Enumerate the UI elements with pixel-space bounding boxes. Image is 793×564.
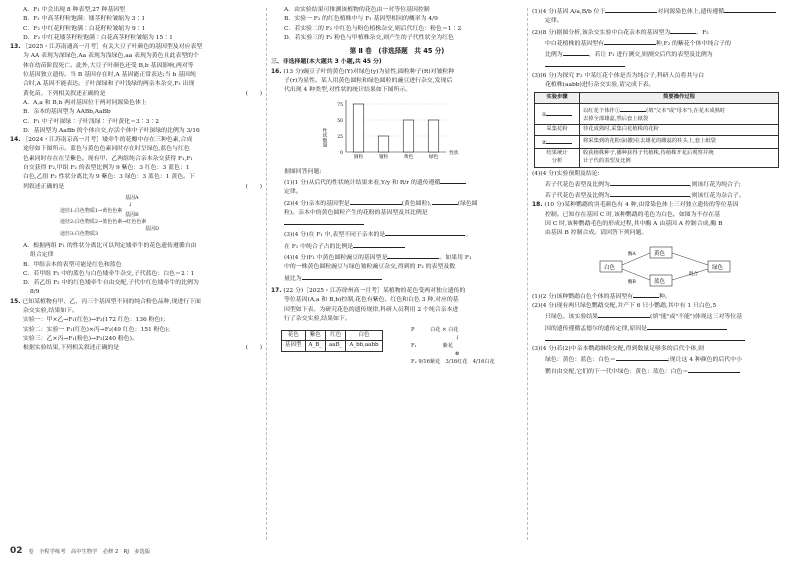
answer-blank[interactable] [620, 105, 646, 112]
question-17: 17. (22 分)［2025・江苏徐州高一月考］某植物的花色受两对独立遗传的 [271, 287, 466, 294]
option-a: A．由实验结果可推测该植物的花色由一对等位基因控制 [284, 7, 430, 13]
q17-part1: (1)(4 分)基因 A/a,B/b 位于 对同源染色体上,遗传遵循 [532, 6, 784, 17]
question-text: 列叙述正确的是 ( ) [23, 183, 262, 190]
bar-chart-svg [316, 98, 466, 166]
y-tick-label: 0 [340, 150, 343, 156]
q16-part3-cont: 在 F₁ 中纯合子占的比例是 [271, 241, 523, 252]
question-text: 等位基因(A,a 和 B,b)控制,花色有紫色、红色和白色 3 种,对应的基 [284, 297, 459, 304]
question-text: 合时,A 基因不能表达。子叶深绿和子叶浅绿的两亲本杂交,F₁ 出现 [23, 81, 195, 88]
answer-blank[interactable] [610, 190, 690, 197]
table-cell: 以红花个体作① (填"父本"或"母本"),在花未成熟时 去掉全部雄蕊,然后套上纸袋 [580, 103, 779, 124]
answer-line [532, 60, 784, 71]
option-d: D．基因型为 AaBb 的个体自交,存活个体中子叶深绿的比例为 3/16 [23, 127, 200, 134]
x-tick-label: 黄色 [403, 154, 414, 160]
trait-bar-chart [271, 98, 523, 166]
option-a-cont: 组合定律 [30, 252, 54, 259]
question-text: 因型如下表。为研究花色的遗传规律,科研人员利用 2 个纯合亲本进 [284, 306, 459, 313]
feather-color-pathway [532, 241, 784, 289]
q18-part3-cont: 鹦自由交配,它们的下一代中绿色：黄色：蓝色：白色＝ [532, 366, 784, 377]
column-left [10, 6, 262, 354]
q17-part2-cont: 中白花植株的基因型有 种,F₂ 的紫花个体中纯合子的 [532, 38, 784, 49]
question-text: 杂交实验,结果如下。 [23, 308, 78, 315]
page-number: 02 [10, 546, 23, 556]
q18-part2-cont: 因的遗传遵循孟德尔的遗传定律,原因是 [532, 323, 784, 334]
footer-text: 卷 全程学练考 高中生物学 必修 2 RJ 多选版 [28, 549, 151, 555]
question-text: (2)(4 分)现有两只绿色鹦鹉交配,并产下 6 只小鹦鹉,其中有 1 只白色,5 [532, 302, 717, 309]
arrow-line [672, 253, 708, 265]
answer-blank[interactable] [563, 49, 589, 56]
option-c: C．若实验二的 F₂ 中红色与粉色植株杂交,则后代红色：粉色＝1∶2 [284, 25, 462, 32]
answer-blank[interactable] [633, 291, 659, 298]
option-line: B．F₁ 中高茎籽粒饱满：矮茎籽粒皱缩为 3∶1 [23, 16, 146, 23]
answer-blank[interactable] [598, 311, 650, 318]
answer-blank[interactable] [545, 334, 745, 341]
question-text: 体在幼苗阶段死亡。此外,大豆子叶颜色还受 B,b 基因影响,两对等 [23, 62, 194, 69]
question-18: 18. (10 分)某种鹦鹉的羽毛颜色有 4 种,由常染色体上三对独立遗传的等位基因 [532, 202, 739, 209]
question-text: 定律。 [284, 189, 302, 196]
cross-diagram: P 白花 × 白花 ↓ F₁ 紫花 ⊗ F₂ 9/16紫花 3/16红花 4/16白花 [411, 327, 495, 366]
answer-line [532, 334, 784, 345]
question-text: (3)(6 分)为探究 F₂ 中某红花个体是否为纯合子,科研人员将其与白 [532, 72, 705, 79]
column-divider [266, 8, 267, 540]
answer-blank[interactable] [432, 198, 458, 205]
table-cell: aaB_ [326, 341, 346, 351]
y-tick-label: 75 [337, 102, 343, 108]
answer-blank[interactable] [604, 38, 656, 45]
table-cell: 将采集到的花粉涂(撒)在去雄花的雌蕊的柱头上,套上纸袋 [580, 135, 779, 149]
genotype-table [281, 330, 383, 352]
arrow-down-icon: ↓ [128, 201, 133, 208]
option-a: A．根据两组 F₁ 的性状分离比可以判定矮牵牛的花色遗传遵循自由 [23, 242, 197, 249]
q16-part1: (1)(1 分)从后代的性状统计结果来看,Y/y 和 R/r 的遗传遵循 [271, 177, 523, 188]
option-d-cont: 8/9 [30, 289, 40, 296]
question-text: (3)(4 分)若(2)中亲本鹦鹉继续交配,得到数量足够多的后代个体,则 [532, 346, 705, 353]
q17-part2: (2)(8 分)据图分析,该杂交实验中白花亲本的基因型为 。F₂ [532, 27, 784, 38]
pathway-svg [532, 241, 772, 289]
table-header: 实验步骤 [535, 93, 580, 104]
arrow-line [622, 253, 650, 265]
bar [353, 104, 364, 152]
pathway-1: 途径1:白色物质1→黄色色素 [60, 207, 123, 214]
pigment-pathway-figure [10, 194, 262, 240]
column-divider [527, 8, 528, 540]
experiment-3: 实验三：乙×丙→F₁(粉色)→F₂(240 粉色)。 [23, 335, 138, 342]
option-b: B．实验一 F₂ 的红色植株中与 F₁ 基因型相同的概率为 4/9 [284, 16, 438, 23]
question-14: 14. ［2024・江苏南京高一月考］矮牵牛的花瓣中存在三种色素,合成 [10, 137, 193, 144]
option-b: B．亲本的基因型为 AABb,AaBb [23, 109, 111, 116]
x-tick-label: 绿色 [428, 154, 439, 160]
question-text: 黄化苗。下列相关叙述正确的是 ( ) [23, 90, 262, 97]
answer-blank[interactable] [385, 229, 465, 236]
question-text: 因 C 时,该种鹦鹉毛色的形成过程,其中酶 A 由基因 A 控制合成,酶 B [545, 221, 723, 228]
question-text: 自交获得 F₂,甲组 F₂ 的表型比例为 9 紫色：3 红色：3 蓝色：1 [23, 165, 190, 172]
x-tick-label: 圆粒 [353, 154, 364, 160]
table-cell: 待花成熟时,采集白花植株的花粉 [580, 125, 779, 136]
table-cell: ① [535, 103, 580, 124]
answer-blank[interactable] [284, 218, 364, 225]
experiment-2: 实验二：实验一 F₁(红色)×丙→F₂(49 红色：151 粉色)； [23, 326, 174, 333]
question-16: 16. (13 分)豌豆子叶的黄色(Y)对绿色(y)为显性,圆粒种子(R)对皱粒种 [271, 68, 455, 75]
q16-part2-cont: 粒)。亲本中的黄色圆粒产生的花粉的基因型及其比例是 [284, 209, 428, 216]
option-d: D．若乙组 F₂ 中的红色矮牵牛自由交配,子代中红色矮牵牛的比例为 [23, 280, 199, 287]
table-cell: A_B_ [305, 341, 326, 351]
option-c: C．F₁ 中子叶深绿∶子叶浅绿∶子叶黄化＝3∶3∶2 [23, 118, 159, 125]
question-text: 行了杂交实验,结果如下。 [284, 315, 351, 322]
question-text: 定律。 [545, 18, 563, 25]
experiment-table [534, 92, 779, 167]
bar [378, 136, 389, 152]
option-line: C．F₂ 中红花籽粒饱满∶白花籽粒皱缩为 9∶1 [23, 25, 146, 32]
table-cell: 采集花粉 [535, 125, 580, 136]
experiment-1: 实验一：甲×乙→F₁(红色)→F₂(172 红色：136 粉色)； [23, 317, 169, 324]
answer-blank[interactable] [302, 273, 382, 280]
option-b: B．甲组亲本的表型可能是红色和蓝色 [23, 261, 122, 268]
table-header: 白色 [346, 331, 382, 341]
x-tick-label: 皱粒 [378, 154, 389, 160]
column-right [532, 6, 784, 377]
answer-blank[interactable] [724, 6, 776, 13]
green-label: 绿色 [712, 264, 724, 271]
y-tick-label: 25 [337, 134, 343, 140]
answer-blank[interactable] [546, 109, 572, 116]
question-text: 代出现 4 种类型,对性状的统计结果如下图所示。 [284, 87, 412, 94]
q16-part3: (3)(4 分)在 F₁ 中,表型不同于亲本的是 。 [271, 229, 523, 240]
question-text: 位基因独立遗传。当 B 基因存在时,A 基因能正常表达;当 b 基因纯 [23, 72, 196, 79]
question-text: 控制。已知存在基因 C 时,该种鹦鹉的毛色为白色。如图为不存在基 [545, 211, 721, 218]
arrow-line [622, 269, 650, 280]
question-text: (4)(4 分)实验预期及结论: [532, 170, 600, 177]
pathway-2: 途径2:白色物质2→蓝色色素→红色色素 [60, 218, 147, 225]
table-cell: 收获植株种子,播种获得子代植株,待植株开花后观察并统 计子代的表型及比例 [580, 149, 779, 167]
answer-blank[interactable] [688, 366, 740, 373]
question-text: 子(r)为显性。某人用黄色圆粒和绿色圆粒的豌豆进行杂交,发现后 [284, 78, 453, 85]
bar [403, 120, 414, 152]
question-15: 15. 已知某植物有甲、乙、丙三个基因型不同的纯合粉色品种,现进行下面 [10, 298, 201, 305]
option-d: D．若实验三的 F₂ 粉色与甲植株杂交,则产生的子代性状全为红色 [284, 34, 454, 41]
answer-blank[interactable] [350, 198, 402, 205]
question-text: 中的一株黄色圆粒豌豆与绿色皱粒豌豆杂交,得到的 F₂ 的表型及数 [284, 264, 456, 271]
option-line: D．F₂ 中红花矮茎籽粒饱满∶白花高茎籽粒皱缩为 15∶1 [23, 34, 173, 41]
x-axis-label: 性状 [449, 150, 459, 156]
bar [428, 120, 439, 152]
question-text: 途径如下图所示。蓝色与黄色色素同时存在时呈绿色,蓝色与红色 [23, 146, 190, 153]
subsection-title: 三、非选择题(本大题共 3 小题,共 45 分) [271, 59, 382, 66]
pathway-3: 途径3:白色物质3 [60, 230, 99, 237]
q17-part4b: 若子代花色表型及比例为 ,则该红花为杂合子。 [532, 190, 784, 201]
answer-blank[interactable] [440, 177, 466, 184]
q17-part2-cont: 比例为 。若让 F₁ 进行测交,则测交后代的表型及比例为 [532, 49, 784, 60]
option-c: C．若甲组 F₂ 中的蓝色与白色矮牵牛杂交,子代蓝色：白色＝2∶1 [23, 270, 195, 277]
answer-blank[interactable] [545, 60, 625, 67]
option-a: A．A,a 和 B,b 两对基因位于两对同源染色体上 [23, 99, 147, 106]
q18-part2-cont: 只绿色。该实验结果 (填"能"或"不能")体现这三对等位基 [532, 311, 784, 322]
blue-label: 蓝色 [654, 278, 666, 285]
q17-part4a: 若子代花色表型及比例为 ,则该红花为纯合子; [532, 179, 784, 190]
question-text: 色素同时存在在呈紫色。现有甲、乙两组纯合亲本杂交获得 F₁,F₁ [23, 155, 193, 162]
question-text: 为 AA 表现为深绿色,Aa 表现为浅绿色,aa 表现为黄色且此表型的个 [23, 53, 199, 60]
page-footer [10, 546, 150, 556]
table-cell: A_bb,aabb [346, 341, 382, 351]
answer-blank[interactable] [647, 323, 727, 330]
answer-blank[interactable] [670, 27, 696, 34]
answer-blank[interactable] [605, 6, 657, 13]
question-text: 由基因 B 控制合成。请回答下列问题。 [545, 230, 648, 237]
table-cell: 基因型 [282, 341, 306, 351]
enzyme-a-label: 酶A [628, 251, 636, 257]
table-cell: ② [535, 135, 580, 149]
table-header: 简要操作过程 [580, 93, 779, 104]
option-line: A．F₁ 中会出现 8 种表型,27 种基因型 [23, 7, 125, 13]
table-header: 紫色 [305, 331, 326, 341]
gene-d-label: 基因D [145, 225, 160, 232]
question-text: 据图回答问题: [284, 168, 322, 175]
white-label: 白色 [604, 264, 616, 271]
table-header: 花色 [282, 331, 306, 341]
answer-blank[interactable] [387, 252, 439, 259]
mix-label: 混合 [689, 271, 698, 277]
table-header: 红色 [326, 331, 346, 341]
answer-blank[interactable] [616, 354, 668, 361]
question-13: 13. ［2025・江苏南通高一月考］有关大豆子叶颜色的基因型及对应表型 [10, 44, 203, 51]
answer-blank[interactable] [353, 241, 405, 248]
q18-part3-cont: 绿色：黄色：蓝色：白色＝ ;现让这 4 种颜色的后代中小 [532, 354, 784, 365]
q16-part2: (2)(4 分)亲本的基因型是 (黄色圆粒), (绿色圆 [271, 198, 523, 209]
gene-a-label: 基因A [125, 194, 139, 201]
question-text: 白色,乙组 F₂ 性状分离比为 9 紫色：3 绿色：3 蓝色：1 黄色。下 [23, 174, 195, 181]
table-cell: 结果统计 分析 [535, 149, 580, 167]
section-title: 第 Ⅱ 卷 (非选择题 共 45 分) [349, 47, 445, 56]
genotype-figure [271, 326, 523, 366]
question-text: 花植株(aabb)进行杂交实验,请完成下表。 [545, 82, 655, 89]
answer-blank[interactable] [610, 179, 690, 186]
y-tick-label: 50 [337, 118, 343, 124]
yellow-label: 黄色 [654, 250, 666, 257]
gene-b-label: 基因B [125, 211, 139, 218]
enzyme-b-label: 酶B [628, 279, 636, 285]
question-text: 根据实验结果,下列相关叙述正确的是 ( ) [23, 345, 262, 352]
answer-blank[interactable] [546, 137, 572, 144]
q18-part1: (1)(2 分)该种鹦鹉白色个体的基因型有 种。 [532, 291, 784, 302]
q16-part4-cont: 量比为 [271, 273, 523, 284]
y-axis-label: 性状数量 [321, 127, 327, 147]
answer-line [271, 218, 523, 229]
column-middle [271, 6, 523, 368]
q16-part4: (4)(4 分)F₁ 中黄色圆粒豌豆的基因型是 。如果用 F₁ [271, 252, 523, 263]
